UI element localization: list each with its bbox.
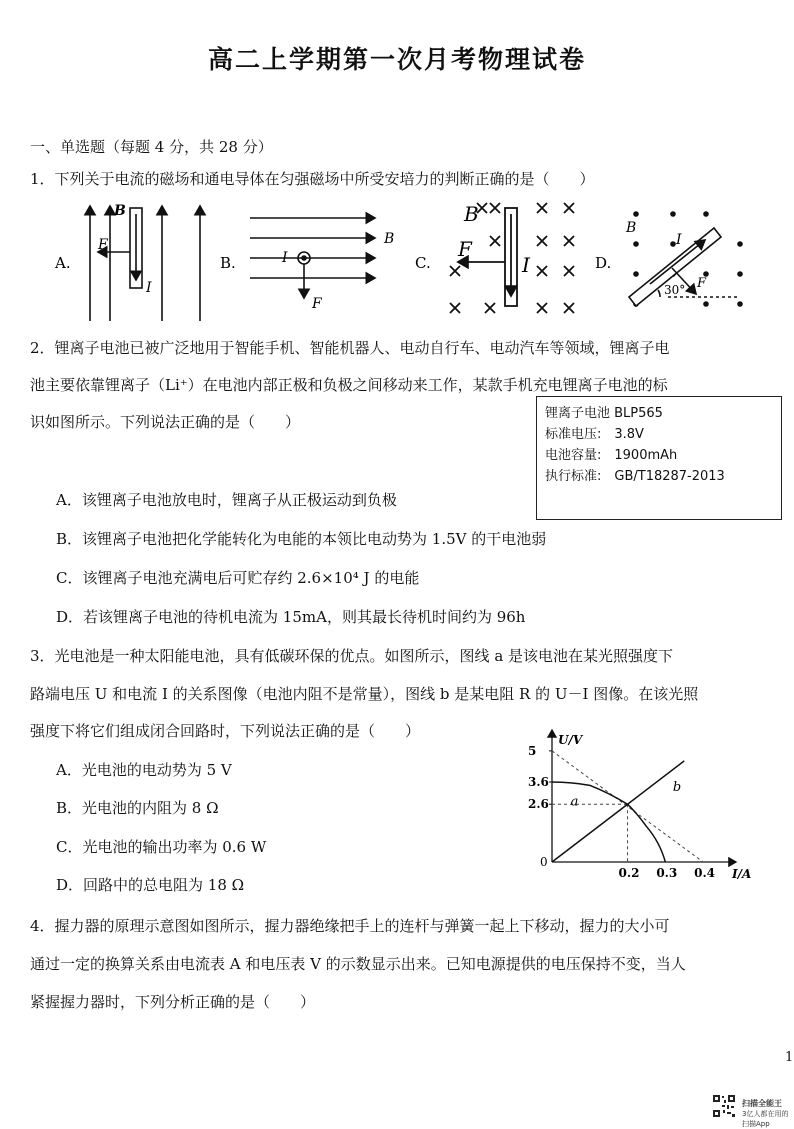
q1b-f-symbol: F (312, 296, 322, 312)
series-b-line (552, 761, 684, 862)
q3-stem-line1: 3．光电池是一种太阳能电池，具有低碳环保的优点。如图所示，图线 a 是该电池在某光照强度下 (30, 647, 674, 665)
q4-stem-line1: 4．握力器的原理示意图如图所示，握力器绝缘把手上的连杆与弹簧一起上下移动，握力的大小可 (30, 917, 670, 935)
q2-stem-line2: 池主要依靠锂离子（Li⁺）在电池内部正极和负极之间移动来工作，某款手机充电锂离子电池的标 (30, 376, 668, 394)
q1b-i-symbol: I (282, 250, 288, 266)
series-a-line (552, 782, 665, 862)
q1-stem: 1．下列关于电流的磁场和通电导体在匀强磁场中所受安培力的判断正确的是（ ） (30, 170, 595, 188)
series-a-label: a (570, 794, 579, 810)
q1a-b-symbol: B (114, 203, 126, 219)
battery-label-line: 锂离子电池 BLP565 (545, 406, 663, 421)
q2-option-b: B．该锂离子电池把化学能转化为电能的本领比电动势为 1.5V 的干电池弱 (56, 530, 547, 548)
scanner-name: 扫描全能王 (742, 1099, 782, 1108)
y-tick-label: 5 (528, 743, 537, 758)
y-tick-label: 3.6 (528, 775, 549, 789)
q2-option-a: A．该锂离子电池放电时，锂离子从正极运动到负极 (56, 491, 397, 509)
q1-label-c: C. (415, 254, 431, 272)
q2-stem-line3: 识如图所示。下列说法正确的是（ ） (30, 413, 301, 431)
q1-figure-b (250, 218, 375, 298)
q1a-i-symbol: I (146, 280, 152, 296)
y-axis-label: U/V (558, 733, 583, 747)
q2-option-d: D．若该锂离子电池的待机电流为 15mA，则其最长待机时间约为 96h (56, 608, 526, 626)
q3-option-a: A．光电池的电动势为 5 V (56, 761, 232, 779)
q1d-i-symbol: I (676, 232, 682, 248)
q4-stem-line2: 通过一定的换算关系由电流表 A 和电压表 V 的示数显示出来。已知电源提供的电压保持不变，当人 (30, 955, 686, 973)
battery-label-box (536, 396, 782, 520)
qr-code-icon (712, 1094, 736, 1118)
q3-stem-line2: 路端电压 U 和电流 I 的关系图像（电池内阻不是常量），图线 b 是某电阻 R 的 U－I 图像。在该光照 (30, 685, 699, 703)
q3-ui-chart (520, 730, 752, 885)
scanner-watermark (742, 1098, 794, 1129)
x-axis-label: I/A (732, 867, 752, 881)
series-b-label: b (672, 779, 682, 795)
section-heading: 一、单选题（每题 4 分，共 28 分） (30, 138, 273, 156)
q1-figure-a (90, 206, 200, 321)
q3-option-d: D．回路中的总电阻为 18 Ω (56, 876, 245, 894)
q1d-angle-label: 30° (664, 283, 686, 297)
y-tick-label: 2.6 (528, 797, 549, 812)
q1a-f-symbol: F (98, 237, 108, 253)
q1-figures (40, 196, 780, 326)
q3-option-c: C．光电池的输出功率为 0.6 W (56, 838, 267, 856)
q1-label-b: B. (220, 254, 236, 272)
page-title: 高二上学期第一次月考物理试卷 (207, 45, 586, 74)
q2-stem-line1: 2．锂离子电池已被广泛地用于智能手机、智能机器人、电动自行车、电动汽车等领域，锂离子电 (30, 339, 670, 357)
page-number: 1 (785, 1050, 794, 1065)
q1c-i-symbol: I (522, 253, 530, 277)
origin-label: 0 (540, 855, 548, 869)
q3-option-b: B．光电池的内阻为 8 Ω (56, 799, 219, 817)
q1-label-a: A. (55, 254, 71, 272)
q1c-f-symbol: F (458, 237, 472, 261)
x-tick-label: 0.2 (618, 866, 640, 880)
battery-label-line: 执行标准: GB/T18287-2013 (545, 469, 725, 484)
x-tick-label: 0.4 (694, 866, 716, 880)
battery-label-line: 标准电压: 3.8V (545, 427, 644, 442)
battery-label-line: 电池容量: 1900mAh (545, 448, 678, 463)
q1b-b-symbol: B (384, 231, 395, 247)
q3-stem-line3: 强度下将它们组成闭合回路时，下列说法正确的是（ ） (30, 722, 421, 740)
scanner-subtitle: 3亿人都在用的扫描App (742, 1110, 789, 1128)
q4-stem-line3: 紧握握力器时，下列分析正确的是（ ） (30, 993, 316, 1011)
q1-figure-d (629, 211, 743, 307)
q1-label-d: D. (595, 254, 612, 272)
q1d-f-symbol: F (697, 276, 707, 291)
q1c-b-symbol: B (464, 202, 479, 226)
x-tick-label: 0.3 (656, 866, 678, 880)
q2-option-c: C．该锂离子电池充满电后可贮存约 2.6×10⁴ J 的电能 (56, 569, 420, 587)
q1d-b-symbol: B (626, 220, 637, 236)
